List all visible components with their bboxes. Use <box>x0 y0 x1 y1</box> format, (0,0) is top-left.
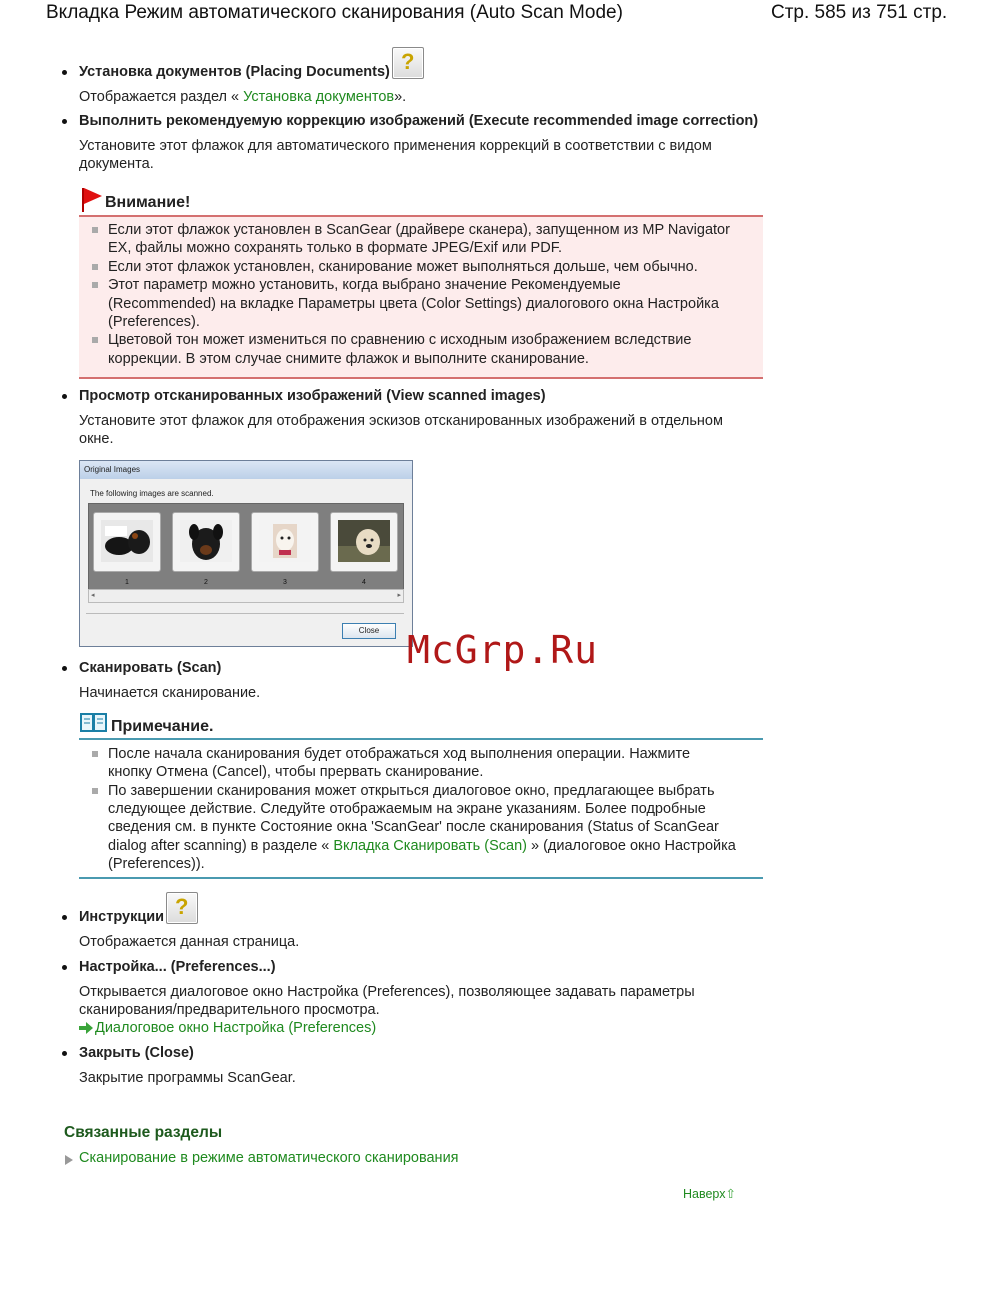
bullet <box>62 965 67 970</box>
dialog-message: The following images are scanned. <box>90 489 214 498</box>
note-line: После начала сканирования будет отображаться ход выполнения операции. Нажмите <box>108 746 691 762</box>
dialog-close-button[interactable]: Close <box>342 623 396 639</box>
arrow-up-icon: ⇧ <box>725 1187 736 1201</box>
bullet <box>62 915 67 920</box>
thumbnail[interactable] <box>251 512 319 586</box>
watermark: McGrp.Ru <box>407 628 599 672</box>
item-desc-instructions: Отображается данная страница. <box>79 934 300 950</box>
note-line: следующее действие. Следуйте отображаемым на экране указаниям. Более подробные <box>108 801 706 817</box>
divider <box>86 613 404 614</box>
item-title-scan: Сканировать (Scan) <box>79 660 222 676</box>
bullet <box>62 70 67 75</box>
original-images-dialog <box>79 460 413 647</box>
flag-icon <box>81 187 103 213</box>
thumbnail-area <box>88 503 404 601</box>
item-title-preferences: Настройка... (Preferences...) <box>79 959 276 975</box>
thumbnail-number: 4 <box>362 579 366 586</box>
arrow-right-icon <box>79 1021 93 1033</box>
square-bullet <box>92 751 98 757</box>
note-line-with-link: dialog after scanning) в разделе « Вкладка Сканировать (Scan) » (диалоговое окно Настройка <box>108 838 736 854</box>
caution-line: Этот параметр можно установить, когда выбрано значение Рекомендуемые <box>108 277 621 293</box>
caution-line: EX, файлы можно сохранять только в формате JPEG/Exif или PDF. <box>108 240 562 256</box>
related-heading: Связанные разделы <box>64 1124 223 1141</box>
caution-line: коррекции. В этом случае снимите флажок и выполните сканирование. <box>108 351 589 367</box>
caution-line: Цветовой тон может измениться по сравнению с исходным изображением вследствие <box>108 332 692 348</box>
scroll-left-icon[interactable]: ◂ <box>91 592 95 599</box>
item-title-correction: Выполнить рекомендуемую коррекцию изображений (Execute recommended image correction) <box>79 113 759 129</box>
caution-line: Если этот флажок установлен, сканирование может выполняться дольше, чем обычно. <box>108 259 698 275</box>
item-title-close: Закрыть (Close) <box>79 1045 194 1061</box>
thumbnail-number: 2 <box>204 579 208 586</box>
square-bullet <box>92 788 98 794</box>
link-placing-documents[interactable]: Установка документов <box>243 89 395 105</box>
scanned-image-thumbnail <box>101 520 153 562</box>
related-link[interactable]: Сканирование в режиме автоматического сканирования <box>79 1150 459 1166</box>
thumbnail-number: 3 <box>283 579 287 586</box>
caution-line: (Recommended) на вкладке Параметры цвета (Color Settings) диалогового окна Настройка <box>108 296 719 312</box>
dialog-title-bar <box>80 461 412 479</box>
scanned-image-thumbnail <box>259 520 311 562</box>
scanned-image-thumbnail <box>180 520 232 562</box>
note-line: сведения см. в пункте Состояние окна 'ScanGear' после сканирования (Status of ScanGear <box>108 819 719 835</box>
item-desc-preferences-2: сканирования/предварительного просмотра. <box>79 1002 380 1018</box>
dialog-title: Original Images <box>84 465 141 474</box>
horizontal-scrollbar[interactable] <box>88 589 404 603</box>
item-desc-scan: Начинается сканирование. <box>79 685 261 701</box>
note-bottom-divider <box>79 877 763 879</box>
thumbnail[interactable] <box>172 512 240 586</box>
item-desc-placing: Отображается раздел « Установка документов». <box>79 89 407 105</box>
item-title-instructions: Инструкции <box>79 909 165 925</box>
bullet <box>62 666 67 671</box>
help-icon[interactable]: ? <box>392 47 424 79</box>
scanned-image-thumbnail <box>338 520 390 562</box>
item-desc-correction-1: Установите этот флажок для автоматического применения коррекций в соответствии с видом <box>79 138 712 154</box>
note-top-divider <box>79 738 763 740</box>
caution-line: Если этот флажок установлен в ScanGear (драйвере сканера), запущенном из MP Navigator <box>108 222 730 238</box>
item-desc-view-1: Установите этот флажок для отображения эскизов отсканированных изображений в отдельном <box>79 413 723 429</box>
item-desc-preferences-1: Открывается диалоговое окно Настройка (Preferences), позволяющее задавать параметры <box>79 984 695 1000</box>
thumbnail[interactable] <box>330 512 398 586</box>
bullet <box>62 119 67 124</box>
square-bullet <box>92 227 98 233</box>
item-desc-close: Закрытие программы ScanGear. <box>79 1070 296 1086</box>
page-number: Стр. 585 из 751 стр. <box>771 2 948 23</box>
note-line: (Preferences)). <box>108 856 205 872</box>
square-bullet <box>92 282 98 288</box>
back-to-top[interactable] <box>683 1186 736 1201</box>
link-scan-tab[interactable]: Вкладка Сканировать (Scan) <box>333 838 527 854</box>
bullet <box>62 394 67 399</box>
link-preferences-dialog[interactable]: Диалоговое окно Настройка (Preferences) <box>95 1020 377 1036</box>
back-to-top-label[interactable]: Наверх <box>683 1187 726 1201</box>
item-title-placing: Установка документов (Placing Documents) <box>79 64 390 80</box>
triangle-right-icon <box>65 1152 73 1162</box>
thumbnail-number: 1 <box>125 579 129 586</box>
note-line: По завершении сканирования может открыться диалоговое окно, предлагающее выбрать <box>108 783 715 799</box>
scroll-right-icon[interactable]: ▸ <box>397 592 401 599</box>
caution-heading: Внимание! <box>105 194 191 211</box>
item-desc-view-2: окне. <box>79 431 114 447</box>
caution-line: (Preferences). <box>108 314 200 330</box>
square-bullet <box>92 337 98 343</box>
item-desc-correction-2: документа. <box>79 156 154 172</box>
item-title-view: Просмотр отсканированных изображений (View scanned images) <box>79 388 546 404</box>
thumbnail[interactable] <box>93 512 161 586</box>
note-line: кнопку Отмена (Cancel), чтобы прервать сканирование. <box>108 764 484 780</box>
bullet <box>62 1051 67 1056</box>
square-bullet <box>92 264 98 270</box>
book-icon <box>80 712 107 734</box>
help-icon[interactable]: ? <box>166 892 198 924</box>
note-heading: Примечание. <box>111 718 214 735</box>
page-title: Вкладка Режим автоматического сканирования (Auto Scan Mode) <box>46 2 623 23</box>
